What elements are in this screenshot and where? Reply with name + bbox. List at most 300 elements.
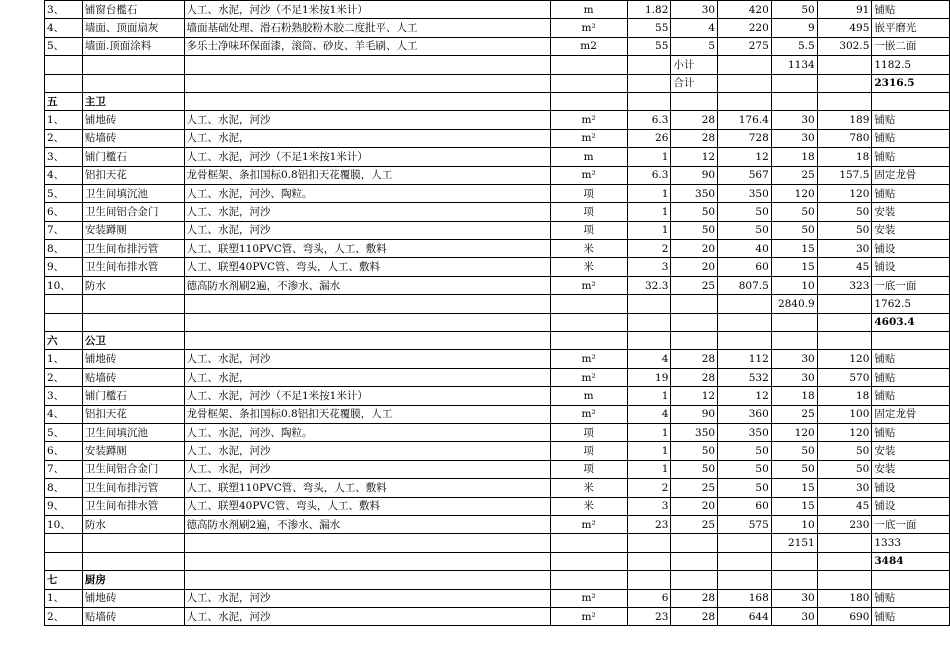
item-name-cell: 卫生间布排污管 bbox=[82, 479, 184, 497]
note-cell: 1762.5 bbox=[872, 295, 950, 313]
table-row bbox=[45, 332, 950, 350]
labor-price-cell: 120 bbox=[771, 423, 817, 441]
quantity-cell: 6.3 bbox=[627, 111, 671, 129]
labor-price-cell bbox=[771, 92, 817, 110]
material-desc-cell: 人工、联塑40PVC管、弯头，人工、敷料 bbox=[184, 497, 550, 515]
note-cell: 固定龙骨 bbox=[872, 405, 950, 423]
labor-total-cell: 18 bbox=[817, 148, 872, 166]
item-name-cell: 卫生间布排污管 bbox=[82, 240, 184, 258]
labor-total-cell bbox=[817, 571, 872, 589]
unit-cell bbox=[550, 313, 627, 331]
material-desc-cell: 人工、水泥，河沙（不足1米按1米计） bbox=[184, 148, 550, 166]
labor-total-cell: 30 bbox=[817, 479, 872, 497]
item-name-cell: 主卫 bbox=[82, 92, 184, 110]
item-name-cell: 卫生间填沉池 bbox=[82, 423, 184, 441]
material-price-cell: 30 bbox=[671, 1, 718, 19]
material-total-cell bbox=[718, 571, 772, 589]
material-total-cell: 12 bbox=[718, 148, 772, 166]
note-cell: 嵌平磨光 bbox=[872, 19, 950, 37]
item-name-cell: 铺地砖 bbox=[82, 350, 184, 368]
unit-cell: m² bbox=[550, 350, 627, 368]
labor-total-cell: 50 bbox=[817, 460, 872, 478]
quantity-cell: 1 bbox=[627, 442, 671, 460]
material-desc-cell bbox=[184, 313, 550, 331]
labor-price-cell bbox=[771, 571, 817, 589]
material-desc-cell bbox=[184, 92, 550, 110]
note-cell: 铺贴 bbox=[872, 368, 950, 386]
unit-cell: 项 bbox=[550, 442, 627, 460]
note-cell: 安装 bbox=[872, 221, 950, 239]
material-price-cell bbox=[671, 552, 718, 570]
material-total-cell: 575 bbox=[718, 515, 772, 533]
material-price-cell: 小计 bbox=[671, 56, 718, 74]
labor-price-cell: 15 bbox=[771, 479, 817, 497]
note-cell: 安装 bbox=[872, 203, 950, 221]
unit-cell bbox=[550, 295, 627, 313]
material-desc-cell: 人工、联塑40PVC管、弯头，人工、敷料 bbox=[184, 258, 550, 276]
table-row bbox=[45, 129, 950, 147]
table-row bbox=[45, 479, 950, 497]
table-row bbox=[45, 74, 950, 92]
material-desc-cell bbox=[184, 332, 550, 350]
material-price-cell: 50 bbox=[671, 460, 718, 478]
labor-total-cell bbox=[817, 74, 872, 92]
quantity-cell: 23 bbox=[627, 515, 671, 533]
labor-price-cell: 120 bbox=[771, 184, 817, 202]
material-price-cell: 90 bbox=[671, 166, 718, 184]
row-number-cell: 10、 bbox=[45, 515, 83, 533]
labor-total-cell: 30 bbox=[817, 240, 872, 258]
material-total-cell: 50 bbox=[718, 479, 772, 497]
unit-cell bbox=[550, 571, 627, 589]
labor-price-cell: 30 bbox=[771, 129, 817, 147]
quantity-cell bbox=[627, 332, 671, 350]
labor-price-cell: 25 bbox=[771, 405, 817, 423]
labor-price-cell: 10 bbox=[771, 515, 817, 533]
labor-total-cell: 50 bbox=[817, 442, 872, 460]
note-cell: 1333 bbox=[872, 534, 950, 552]
item-name-cell: 卫生间铝合金门 bbox=[82, 460, 184, 478]
item-name-cell: 卫生间布排水管 bbox=[82, 497, 184, 515]
material-price-cell: 25 bbox=[671, 515, 718, 533]
note-cell: 2316.5 bbox=[872, 74, 950, 92]
unit-cell: m² bbox=[550, 111, 627, 129]
labor-price-cell: 30 bbox=[771, 589, 817, 607]
material-price-cell: 350 bbox=[671, 184, 718, 202]
labor-total-cell: 690 bbox=[817, 607, 872, 625]
table-row bbox=[45, 552, 950, 570]
quantity-cell bbox=[627, 92, 671, 110]
material-total-cell: 112 bbox=[718, 350, 772, 368]
item-name-cell: 公卫 bbox=[82, 332, 184, 350]
unit-cell: m bbox=[550, 387, 627, 405]
table-row bbox=[45, 92, 950, 110]
row-number-cell: 10、 bbox=[45, 276, 83, 294]
labor-price-cell: 1134 bbox=[771, 56, 817, 74]
row-number-cell: 5、 bbox=[45, 37, 83, 55]
table-row bbox=[45, 368, 950, 386]
table-row bbox=[45, 515, 950, 533]
material-total-cell: 644 bbox=[718, 607, 772, 625]
unit-cell: m² bbox=[550, 405, 627, 423]
table-row bbox=[45, 497, 950, 515]
table-body bbox=[45, 1, 950, 626]
row-number-cell bbox=[45, 534, 83, 552]
material-total-cell: 40 bbox=[718, 240, 772, 258]
material-total-cell: 12 bbox=[718, 387, 772, 405]
row-number-cell: 2、 bbox=[45, 607, 83, 625]
material-price-cell: 4 bbox=[671, 19, 718, 37]
note-cell: 3484 bbox=[872, 552, 950, 570]
material-total-cell: 350 bbox=[718, 184, 772, 202]
labor-total-cell: 570 bbox=[817, 368, 872, 386]
note-cell: 铺设 bbox=[872, 258, 950, 276]
material-desc-cell: 人工、水泥，河沙、陶粒。 bbox=[184, 184, 550, 202]
table-row bbox=[45, 258, 950, 276]
labor-total-cell: 120 bbox=[817, 184, 872, 202]
row-number-cell: 3、 bbox=[45, 148, 83, 166]
table-row bbox=[45, 19, 950, 37]
material-price-cell: 28 bbox=[671, 350, 718, 368]
note-cell: 铺贴 bbox=[872, 111, 950, 129]
material-price-cell: 50 bbox=[671, 442, 718, 460]
labor-total-cell: 323 bbox=[817, 276, 872, 294]
material-total-cell: 420 bbox=[718, 1, 772, 19]
labor-price-cell: 25 bbox=[771, 166, 817, 184]
item-name-cell: 厨房 bbox=[82, 571, 184, 589]
labor-price-cell bbox=[771, 332, 817, 350]
table-row bbox=[45, 111, 950, 129]
quantity-cell: 2 bbox=[627, 240, 671, 258]
material-desc-cell bbox=[184, 571, 550, 589]
table-row bbox=[45, 571, 950, 589]
quantity-cell: 23 bbox=[627, 607, 671, 625]
quantity-cell bbox=[627, 534, 671, 552]
material-total-cell: 728 bbox=[718, 129, 772, 147]
note-cell: 铺贴 bbox=[872, 129, 950, 147]
note-cell: 一底一面 bbox=[872, 515, 950, 533]
material-desc-cell: 人工、水泥，河沙（不足1米按1米计） bbox=[184, 387, 550, 405]
row-number-cell: 8、 bbox=[45, 240, 83, 258]
material-total-cell bbox=[718, 313, 772, 331]
labor-total-cell bbox=[817, 534, 872, 552]
row-number-cell: 9、 bbox=[45, 497, 83, 515]
material-desc-cell: 墙面基础处理、滑石粉熟胶粉木胶二度批平、人工 bbox=[184, 19, 550, 37]
note-cell: 铺设 bbox=[872, 479, 950, 497]
quantity-cell: 1 bbox=[627, 387, 671, 405]
quantity-cell: 6.3 bbox=[627, 166, 671, 184]
unit-cell bbox=[550, 56, 627, 74]
labor-price-cell: 15 bbox=[771, 240, 817, 258]
labor-price-cell bbox=[771, 74, 817, 92]
material-desc-cell: 人工、水泥，河沙 bbox=[184, 350, 550, 368]
row-number-cell bbox=[45, 295, 83, 313]
unit-cell: m² bbox=[550, 589, 627, 607]
row-number-cell: 6、 bbox=[45, 442, 83, 460]
material-price-cell: 20 bbox=[671, 258, 718, 276]
material-total-cell bbox=[718, 92, 772, 110]
row-number-cell: 6、 bbox=[45, 203, 83, 221]
item-name-cell: 铝扣天花 bbox=[82, 405, 184, 423]
labor-total-cell: 100 bbox=[817, 405, 872, 423]
row-number-cell bbox=[45, 74, 83, 92]
unit-cell: 米 bbox=[550, 497, 627, 515]
material-price-cell bbox=[671, 313, 718, 331]
row-number-cell: 4、 bbox=[45, 19, 83, 37]
row-number-cell: 五 bbox=[45, 92, 83, 110]
material-desc-cell bbox=[184, 295, 550, 313]
labor-total-cell: 91 bbox=[817, 1, 872, 19]
unit-cell: m² bbox=[550, 607, 627, 625]
row-number-cell: 9、 bbox=[45, 258, 83, 276]
quantity-cell: 3 bbox=[627, 497, 671, 515]
quantity-cell: 1 bbox=[627, 221, 671, 239]
item-name-cell: 铺门檻石 bbox=[82, 148, 184, 166]
material-desc-cell: 龙骨框架、条扣国标0.8铝扣天花覆膜，人工 bbox=[184, 166, 550, 184]
quantity-cell: 1.82 bbox=[627, 1, 671, 19]
table-row bbox=[45, 166, 950, 184]
material-desc-cell bbox=[184, 534, 550, 552]
item-name-cell bbox=[82, 56, 184, 74]
item-name-cell: 贴墙砖 bbox=[82, 129, 184, 147]
labor-total-cell: 495 bbox=[817, 19, 872, 37]
row-number-cell: 3、 bbox=[45, 1, 83, 19]
item-name-cell: 卫生间布排水管 bbox=[82, 258, 184, 276]
row-number-cell: 7、 bbox=[45, 221, 83, 239]
item-name-cell: 墙面、顶面扇灰 bbox=[82, 19, 184, 37]
quantity-cell bbox=[627, 295, 671, 313]
table-row bbox=[45, 240, 950, 258]
note-cell: 铺贴 bbox=[872, 387, 950, 405]
material-price-cell bbox=[671, 295, 718, 313]
quantity-cell bbox=[627, 571, 671, 589]
material-desc-cell: 人工、水泥，河沙、陶粒。 bbox=[184, 423, 550, 441]
material-total-cell bbox=[718, 534, 772, 552]
quantity-cell: 1 bbox=[627, 460, 671, 478]
note-cell bbox=[872, 332, 950, 350]
item-name-cell: 墙面.顶面涂料 bbox=[82, 37, 184, 55]
labor-price-cell bbox=[771, 552, 817, 570]
unit-cell: m² bbox=[550, 368, 627, 386]
material-price-cell: 50 bbox=[671, 203, 718, 221]
material-price-cell: 25 bbox=[671, 479, 718, 497]
labor-total-cell: 45 bbox=[817, 258, 872, 276]
material-total-cell bbox=[718, 74, 772, 92]
item-name-cell: 防水 bbox=[82, 276, 184, 294]
labor-total-cell: 120 bbox=[817, 350, 872, 368]
labor-price-cell: 30 bbox=[771, 607, 817, 625]
labor-total-cell: 50 bbox=[817, 221, 872, 239]
row-number-cell: 2、 bbox=[45, 129, 83, 147]
material-desc-cell: 人工、水泥，河沙 bbox=[184, 607, 550, 625]
material-price-cell bbox=[671, 534, 718, 552]
unit-cell: m bbox=[550, 148, 627, 166]
table-row bbox=[45, 405, 950, 423]
labor-total-cell: 157.5 bbox=[817, 166, 872, 184]
row-number-cell: 7、 bbox=[45, 460, 83, 478]
table-row bbox=[45, 442, 950, 460]
unit-cell: m2 bbox=[550, 37, 627, 55]
quantity-cell: 32.3 bbox=[627, 276, 671, 294]
material-desc-cell: 人工、联塑110PVC管、弯头，人工、敷料 bbox=[184, 240, 550, 258]
item-name-cell: 卫生间铝合金门 bbox=[82, 203, 184, 221]
unit-cell: 米 bbox=[550, 240, 627, 258]
material-total-cell: 176.4 bbox=[718, 111, 772, 129]
material-total-cell bbox=[718, 332, 772, 350]
row-number-cell bbox=[45, 313, 83, 331]
row-number-cell: 4、 bbox=[45, 405, 83, 423]
unit-cell: 米 bbox=[550, 479, 627, 497]
material-price-cell bbox=[671, 92, 718, 110]
material-total-cell: 567 bbox=[718, 166, 772, 184]
labor-total-cell: 120 bbox=[817, 423, 872, 441]
material-price-cell: 12 bbox=[671, 148, 718, 166]
labor-total-cell bbox=[817, 552, 872, 570]
labor-price-cell: 15 bbox=[771, 258, 817, 276]
labor-total-cell: 302.5 bbox=[817, 37, 872, 55]
labor-price-cell: 15 bbox=[771, 497, 817, 515]
labor-price-cell: 9 bbox=[771, 19, 817, 37]
note-cell: 铺贴 bbox=[872, 148, 950, 166]
material-desc-cell: 人工、水泥，河沙 bbox=[184, 203, 550, 221]
table-row bbox=[45, 387, 950, 405]
item-name-cell: 铺门檻石 bbox=[82, 387, 184, 405]
labor-price-cell: 30 bbox=[771, 350, 817, 368]
note-cell: 安装 bbox=[872, 442, 950, 460]
labor-total-cell bbox=[817, 295, 872, 313]
table-row bbox=[45, 423, 950, 441]
labor-price-cell: 50 bbox=[771, 203, 817, 221]
material-total-cell: 50 bbox=[718, 203, 772, 221]
row-number-cell: 六 bbox=[45, 332, 83, 350]
table-row bbox=[45, 460, 950, 478]
item-name-cell: 安装蹲厕 bbox=[82, 442, 184, 460]
note-cell: 铺贴 bbox=[872, 607, 950, 625]
item-name-cell bbox=[82, 534, 184, 552]
labor-price-cell bbox=[771, 313, 817, 331]
material-total-cell: 807.5 bbox=[718, 276, 772, 294]
quantity-cell: 1 bbox=[627, 148, 671, 166]
table-row bbox=[45, 313, 950, 331]
labor-price-cell: 18 bbox=[771, 148, 817, 166]
table-row bbox=[45, 295, 950, 313]
material-desc-cell: 多乐士净味环保面漆，滚筒、砂皮、羊毛刷、人工 bbox=[184, 37, 550, 55]
material-total-cell: 50 bbox=[718, 460, 772, 478]
material-price-cell bbox=[671, 571, 718, 589]
labor-price-cell: 50 bbox=[771, 1, 817, 19]
material-total-cell: 350 bbox=[718, 423, 772, 441]
table-row bbox=[45, 221, 950, 239]
material-desc-cell: 德高防水剂刷2遍，不渗水、漏水 bbox=[184, 276, 550, 294]
note-cell: 铺设 bbox=[872, 497, 950, 515]
labor-price-cell: 10 bbox=[771, 276, 817, 294]
labor-price-cell: 50 bbox=[771, 460, 817, 478]
quantity-cell: 2 bbox=[627, 479, 671, 497]
material-desc-cell: 人工、水泥，河沙 bbox=[184, 221, 550, 239]
item-name-cell: 安装蹲厕 bbox=[82, 221, 184, 239]
note-cell: 铺贴 bbox=[872, 423, 950, 441]
row-number-cell: 1、 bbox=[45, 111, 83, 129]
unit-cell: 项 bbox=[550, 221, 627, 239]
quantity-cell bbox=[627, 552, 671, 570]
material-price-cell: 合计 bbox=[671, 74, 718, 92]
table-row bbox=[45, 148, 950, 166]
material-desc-cell: 人工、水泥，河沙 bbox=[184, 460, 550, 478]
material-price-cell: 350 bbox=[671, 423, 718, 441]
unit-cell bbox=[550, 92, 627, 110]
item-name-cell bbox=[82, 295, 184, 313]
material-total-cell bbox=[718, 295, 772, 313]
unit-cell: 项 bbox=[550, 203, 627, 221]
unit-cell: 米 bbox=[550, 258, 627, 276]
material-desc-cell: 人工、水泥， bbox=[184, 368, 550, 386]
quantity-cell: 19 bbox=[627, 368, 671, 386]
material-price-cell: 5 bbox=[671, 37, 718, 55]
row-number-cell bbox=[45, 552, 83, 570]
row-number-cell bbox=[45, 56, 83, 74]
quantity-cell: 6 bbox=[627, 589, 671, 607]
quantity-cell bbox=[627, 313, 671, 331]
unit-cell: m² bbox=[550, 129, 627, 147]
table-row bbox=[45, 56, 950, 74]
labor-price-cell: 18 bbox=[771, 387, 817, 405]
material-price-cell: 28 bbox=[671, 368, 718, 386]
material-desc-cell bbox=[184, 552, 550, 570]
row-number-cell: 8、 bbox=[45, 479, 83, 497]
material-total-cell: 60 bbox=[718, 258, 772, 276]
labor-price-cell: 50 bbox=[771, 221, 817, 239]
labor-total-cell: 45 bbox=[817, 497, 872, 515]
quantity-cell: 1 bbox=[627, 184, 671, 202]
quantity-cell bbox=[627, 56, 671, 74]
note-cell: 一底一面 bbox=[872, 276, 950, 294]
row-number-cell: 5、 bbox=[45, 184, 83, 202]
material-desc-cell: 人工、水泥，河沙 bbox=[184, 589, 550, 607]
item-name-cell: 防水 bbox=[82, 515, 184, 533]
labor-total-cell bbox=[817, 92, 872, 110]
labor-total-cell: 180 bbox=[817, 589, 872, 607]
material-price-cell: 28 bbox=[671, 589, 718, 607]
note-cell: 4603.4 bbox=[872, 313, 950, 331]
table-row bbox=[45, 203, 950, 221]
row-number-cell: 1、 bbox=[45, 589, 83, 607]
note-cell: 1182.5 bbox=[872, 56, 950, 74]
material-desc-cell: 人工、水泥，河沙（不足1米按1米计） bbox=[184, 1, 550, 19]
material-total-cell bbox=[718, 56, 772, 74]
unit-cell: m bbox=[550, 1, 627, 19]
material-total-cell: 360 bbox=[718, 405, 772, 423]
material-desc-cell bbox=[184, 56, 550, 74]
material-total-cell: 168 bbox=[718, 589, 772, 607]
item-name-cell bbox=[82, 552, 184, 570]
material-price-cell bbox=[671, 332, 718, 350]
row-number-cell: 4、 bbox=[45, 166, 83, 184]
unit-cell bbox=[550, 74, 627, 92]
table-row bbox=[45, 350, 950, 368]
table-row bbox=[45, 607, 950, 625]
unit-cell: m² bbox=[550, 166, 627, 184]
labor-price-cell: 5.5 bbox=[771, 37, 817, 55]
unit-cell bbox=[550, 332, 627, 350]
table-row bbox=[45, 534, 950, 552]
unit-cell: 项 bbox=[550, 184, 627, 202]
material-price-cell: 90 bbox=[671, 405, 718, 423]
labor-price-cell: 50 bbox=[771, 442, 817, 460]
unit-cell bbox=[550, 552, 627, 570]
material-total-cell: 275 bbox=[718, 37, 772, 55]
table-row bbox=[45, 184, 950, 202]
material-price-cell: 28 bbox=[671, 607, 718, 625]
